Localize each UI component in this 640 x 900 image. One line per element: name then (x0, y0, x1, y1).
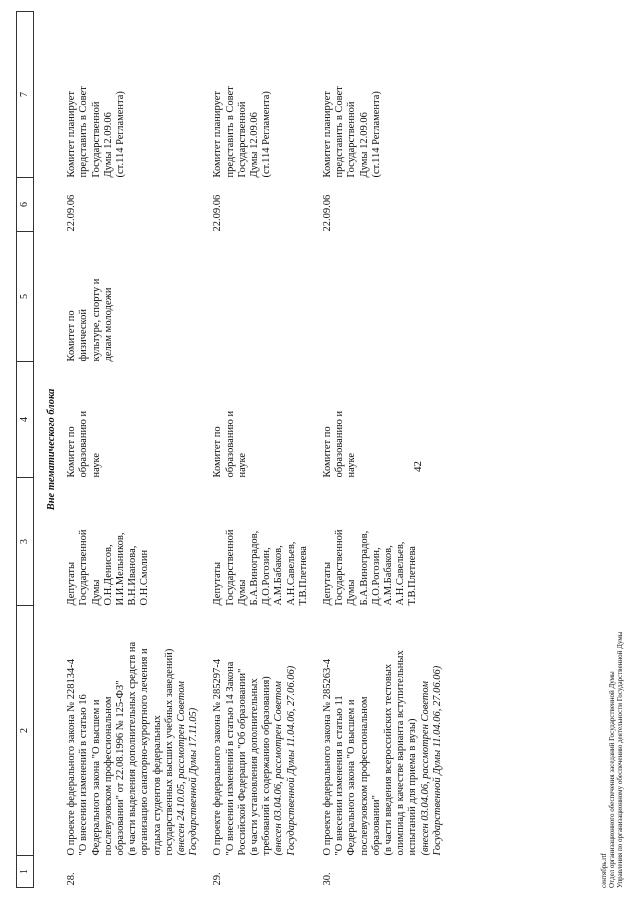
bill-title-line: О проекте федерального закона № 285263-4 (322, 658, 334, 856)
status (66, 12, 212, 178)
co-committee (66, 232, 212, 362)
bill-row (66, 12, 212, 888)
author-line: Думы (90, 579, 102, 606)
header-col-7: 7 (17, 12, 34, 178)
status (212, 12, 322, 178)
author-line: О.Н.Денисов, (102, 544, 114, 606)
bill-note-line: Государственной Думы 11.04.06, 27.06.06) (431, 665, 443, 856)
date: 22.09.06 (212, 194, 224, 232)
footer-line: Управления по организационному обеспечению деятельности Государственной Думы (616, 631, 624, 888)
date: 22.09.06 (66, 194, 78, 232)
header-col-5: 5 (17, 232, 34, 362)
page-number: 42 (412, 461, 424, 472)
bill-note-line: Государственной Думы 17.11.05) (188, 707, 200, 856)
section-row (34, 12, 67, 888)
committee-line: образованию и (224, 410, 236, 478)
bill-title-line: О проекте федерального закона № 285297-4 (212, 658, 224, 856)
bill-note-line: (внесен 03.04.06, рассмотрен Советом (273, 681, 285, 856)
header-row (17, 12, 34, 888)
footer (600, 632, 624, 888)
footer-line: Отдел организационного обеспечения заседаний Государственной Думы (608, 671, 616, 888)
status-line: представить в Совет (78, 86, 90, 178)
co-committee-line: физической (78, 309, 90, 362)
author-line: А.М.Бабаков, (383, 545, 395, 606)
status-line: Комитет планирует (322, 91, 334, 178)
co-committee (212, 232, 322, 362)
author-line: В.Н.Иванова, (127, 545, 139, 606)
bill-title-line: "О внесении изменения в статью 11 (334, 695, 346, 856)
bill-title-line: олимпиад в качестве варианта вступительных (395, 650, 407, 856)
author-line: Б.А.Виноградов, (358, 530, 370, 606)
status-line: Думы 12.09.06 (358, 112, 370, 178)
row-number: 28. (66, 872, 78, 886)
co-committee-line: Комитет по (66, 310, 78, 362)
header-col-4: 4 (17, 362, 34, 478)
status-line: Думы 12.09.06 (102, 112, 114, 178)
author-line: Государственной (78, 529, 90, 606)
status-line: Государственной (90, 101, 102, 178)
committee-line: образованию и (334, 410, 346, 478)
author-line: Думы (236, 579, 248, 606)
bill-title-line: Федерального закона "О высшем и (346, 699, 358, 856)
bill-title-line: организацию санаторно-курортного лечения и (139, 648, 151, 856)
header-col-1: 1 (17, 856, 34, 888)
header-col-2: 2 (17, 606, 34, 856)
status-line: представить в Совет (334, 86, 346, 178)
bill-title-line: Федерального закона "О высшем и (90, 699, 102, 856)
committee-line: образованию и (78, 410, 90, 478)
bill-title-line: государственных высших учебных заведений) (163, 648, 175, 856)
bill-row (212, 12, 322, 888)
header-col-6: 6 (17, 178, 34, 232)
bills-table (16, 11, 456, 888)
author-line: Думы (346, 579, 358, 606)
committee-line: Комитет по (66, 426, 78, 478)
status-line: Государственной (236, 101, 248, 178)
status (322, 12, 456, 178)
responsible-committee (66, 362, 212, 478)
status-line: Комитет планирует (66, 91, 78, 178)
bill-note-line: (внесен 03.04.06, рассмотрен Советом (419, 681, 431, 856)
status-line: (ст.114 Регламента) (370, 91, 382, 178)
authors (322, 478, 456, 606)
bill-title-line: послевузовском профессиональном (358, 696, 370, 856)
co-committee (322, 232, 456, 362)
bill-title-line: отдыха студентов федеральных (151, 715, 163, 856)
co-committee-line: делам молодежи (102, 287, 114, 362)
bill-title (322, 606, 456, 856)
author-line: Государственной (334, 529, 346, 606)
bill-title-line: (в части установления дополнительных (249, 678, 261, 856)
bill-title (212, 606, 322, 856)
committee-line: науке (236, 453, 248, 478)
author-line: А.Н.Савельев, (395, 541, 407, 606)
date: 22.09.06 (322, 194, 334, 232)
author-line: Депутаты (212, 561, 224, 606)
authors (212, 478, 322, 606)
author-line: Т.В.Плетнева (407, 546, 419, 606)
status-line: (ст.114 Регламента) (115, 91, 127, 178)
status-line: (ст.114 Регламента) (261, 91, 273, 178)
bill-title-line: (в части введения всероссийских тестовых (383, 663, 395, 856)
committee-line: Комитет по (322, 426, 334, 478)
responsible-committee (212, 362, 322, 478)
bill-title-line: требований к содержанию образования) (261, 676, 273, 856)
author-line: Депутаты (322, 561, 334, 606)
header-col-3: 3 (17, 478, 34, 606)
author-line: Д.О.Рогозин, (261, 547, 273, 606)
section-title: Вне тематического блока (46, 388, 57, 511)
bill-title-line: "О внесении изменений в статью 16 (78, 694, 90, 856)
author-line: Б.А.Виноградов, (249, 530, 261, 606)
status-line: Комитет планирует (212, 91, 224, 178)
authors (66, 478, 212, 606)
status-line: Государственной (346, 101, 358, 178)
author-line: Государственной (224, 529, 236, 606)
committee-line: Комитет по (212, 426, 224, 478)
author-line: И.И.Мельников, (115, 532, 127, 606)
author-line: О.Н.Смолин (139, 549, 151, 606)
author-line: Т.В.Плетнева (297, 546, 309, 606)
row-number: 29. (212, 872, 224, 886)
bill-row (322, 12, 456, 888)
bill-title-line: "О внесении изменений в статью 14 Закона (224, 661, 236, 856)
author-line: А.Н.Савельев, (285, 541, 297, 606)
bill-title-line: образовании" (370, 795, 382, 856)
responsible-committee (322, 362, 456, 478)
bill-title-line: послевузовском профессиональном (102, 696, 114, 856)
bill-title-line: Российской Федерации "Об образовании" (236, 668, 248, 856)
bill-title-line: испытаний для приема в вузы) (407, 718, 419, 856)
row-number: 30. (322, 872, 334, 886)
bill-title-line: О проекте федерального закона № 228134-4 (66, 658, 78, 856)
author-line: Д.О.Рогозин, (370, 547, 382, 606)
author-line: А.М.Бабаков, (273, 545, 285, 606)
bill-title-line: (в части выделения дополнительных средств на (127, 641, 139, 856)
author-line: Депутаты (66, 561, 78, 606)
footer-line: сентябрь.rtf (600, 853, 608, 888)
bill-note-line: Государственной Думы 11.04.06, 27.06.06) (285, 665, 297, 856)
status-line: представить в Совет (224, 86, 236, 178)
co-committee-line: культуре, спорту и (90, 278, 102, 362)
committee-line: науке (90, 453, 102, 478)
bill-title-line: образовании" от 22.08.1996 № 125-ФЗ" (115, 680, 127, 856)
bill-title (66, 606, 212, 856)
bill-note-line: (внесен 24.10.05, рассмотрен Советом (176, 681, 188, 856)
committee-line: науке (346, 453, 358, 478)
status-line: Думы 12.09.06 (249, 112, 261, 178)
